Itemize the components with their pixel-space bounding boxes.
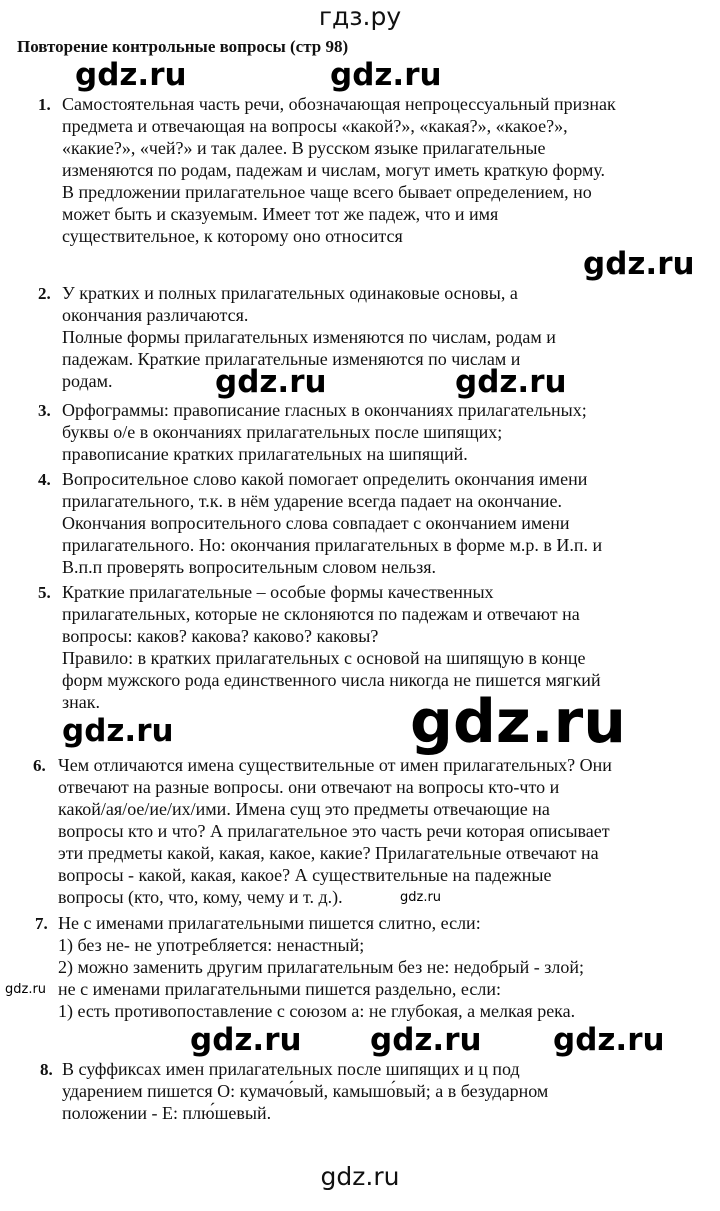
answer-text-line: 1) есть противопоставление с союзом а: не глубокая, а мелкая река.	[58, 1001, 576, 1021]
answer-text-line: Правило: в кратких прилагательных с основой на шипящую в конце	[62, 648, 586, 668]
answer-text-line: Орфограммы: правописание гласных в окончаниях прилагательных;	[62, 400, 587, 420]
answer-text-line: вопросы кто и что? А прилагательное это часть речи которая описывает	[58, 821, 610, 841]
answer-text-line: буквы о/е в окончаниях прилагательных после шипящих;	[62, 422, 503, 442]
item-number: 7.	[35, 914, 48, 933]
answer-text-line: Полные формы прилагательных изменяются по числам, родам и	[62, 327, 556, 347]
item-number: 8.	[40, 1060, 53, 1079]
answer-text-line: не с именами прилагательными пишется раздельно, если:	[58, 979, 501, 999]
answer-text-line: В суффиксах имен прилагательных после шипящих и ц под	[62, 1059, 520, 1079]
gdz-watermark: gdz.ru	[410, 687, 626, 757]
answer-text-line: может быть и сказуемым. Имеет тот же падеж, что и имя	[62, 204, 499, 224]
answer-text-line: форм мужского рода единственного числа никогда не пишется мягкий	[62, 670, 601, 690]
answer-text-line: «какие?», «чей?» и так далее. В русском языке прилагательные	[62, 138, 546, 158]
page-title: Повторение контрольные вопросы (стр 98)	[17, 37, 349, 56]
footer-watermark: gdz.ru	[320, 1162, 400, 1191]
gdz-watermark: gdz.ru	[455, 364, 567, 400]
answer-text-line: изменяются по родам, падежам и числам, могут иметь краткую форму.	[62, 160, 606, 180]
gdz-watermark: gdz.ru	[5, 982, 47, 997]
answer-text-line: вопросы (кто, что, кому, чему и т. д.).	[58, 887, 343, 907]
answer-text-line: 1) без не- не употребляется: ненастный;	[58, 935, 365, 955]
answer-text-line: Краткие прилагательные – особые формы качественных	[62, 582, 494, 602]
item-number: 3.	[38, 401, 51, 420]
answer-text-line: вопросы: каков? какова? каково? каковы?	[62, 626, 379, 646]
answer-text-line: существительное, к которому оно относится	[62, 226, 403, 246]
item-number: 5.	[38, 583, 51, 602]
gdz-watermark: gdz.ru	[75, 57, 187, 93]
gdz-watermark: gdz.ru	[215, 364, 327, 400]
item-number: 2.	[38, 284, 51, 303]
answer-text-line: Не с именами прилагательными пишется слитно, если:	[58, 913, 481, 933]
item-number: 1.	[38, 95, 51, 114]
gdz-watermark: gdz.ru	[330, 57, 442, 93]
answer-text-line: Чем отличаются имена существительные от имен прилагательных? Они	[58, 755, 612, 775]
gdz-watermark: gdz.ru	[553, 1022, 665, 1058]
site-header: гдз.ру	[318, 2, 402, 31]
gdz-watermark: gdz.ru	[583, 246, 695, 282]
answer-text-line: отвечают на разные вопросы. они отвечают на вопросы кто-что и	[58, 777, 560, 797]
answer-text-line: прилагательного, т.к. в нём ударение всегда падает на окончание.	[62, 491, 563, 511]
answer-text-line: В.п.п проверять вопросительным словом нельзя.	[62, 557, 436, 577]
answer-text-line: предмета и отвечающая на вопросы «какой?», «какая?», «какое?»,	[62, 116, 568, 136]
answer-text-line: Окончания вопросительного слова совпадает с окончанием имени	[62, 513, 570, 533]
gdz-watermark: gdz.ru	[400, 890, 442, 905]
answer-text-line: положении - Е: плю́шевый.	[62, 1103, 272, 1123]
answer-text-line: эти предметы какой, какая, какое, какие? Прилагательные отвечают на	[58, 843, 599, 863]
answer-text-line: У кратких и полных прилагательных одинаковые основы, а	[62, 283, 518, 303]
item-number: 6.	[33, 756, 46, 775]
gdz-watermark: gdz.ru	[190, 1022, 302, 1058]
answer-text-line: родам.	[62, 371, 113, 391]
answer-text-line: прилагательных, которые не склоняются по падежам и отвечают на	[62, 604, 580, 624]
gdz-watermark: gdz.ru	[62, 713, 174, 749]
answer-text-line: вопросы - какой, какая, какое? А существительные на падежные	[58, 865, 552, 885]
answer-text-line: Самостоятельная часть речи, обозначающая непроцессуальный признак	[62, 94, 616, 114]
gdz-watermark: gdz.ru	[370, 1022, 482, 1058]
answer-text-line: какой/ая/ое/ие/их/ими. Имена сущ это предметы отвечающие на	[58, 799, 550, 819]
answer-text-line: Вопросительное слово какой помогает определить окончания имени	[62, 469, 588, 489]
answer-text-line: знак.	[62, 692, 100, 712]
item-number: 4.	[38, 470, 51, 489]
answer-text-line: окончания различаются.	[62, 305, 249, 325]
answer-text-line: ударением пишется О: кумачо́вый, камышо́вый; а в безударном	[62, 1081, 549, 1101]
answer-text-line: прилагательного. Но: окончания прилагательных в форме м.р. в И.п. и	[62, 535, 603, 555]
answer-text-line: 2) можно заменить другим прилагательным без не: недобрый - злой;	[58, 957, 584, 977]
answer-text-line: правописание кратких прилагательных на шипящий.	[62, 444, 468, 464]
answer-text-line: падежам. Краткие прилагательные изменяются по числам и	[62, 349, 521, 369]
answer-text-line: В предложении прилагательное чаще всего бывает определением, но	[62, 182, 592, 202]
